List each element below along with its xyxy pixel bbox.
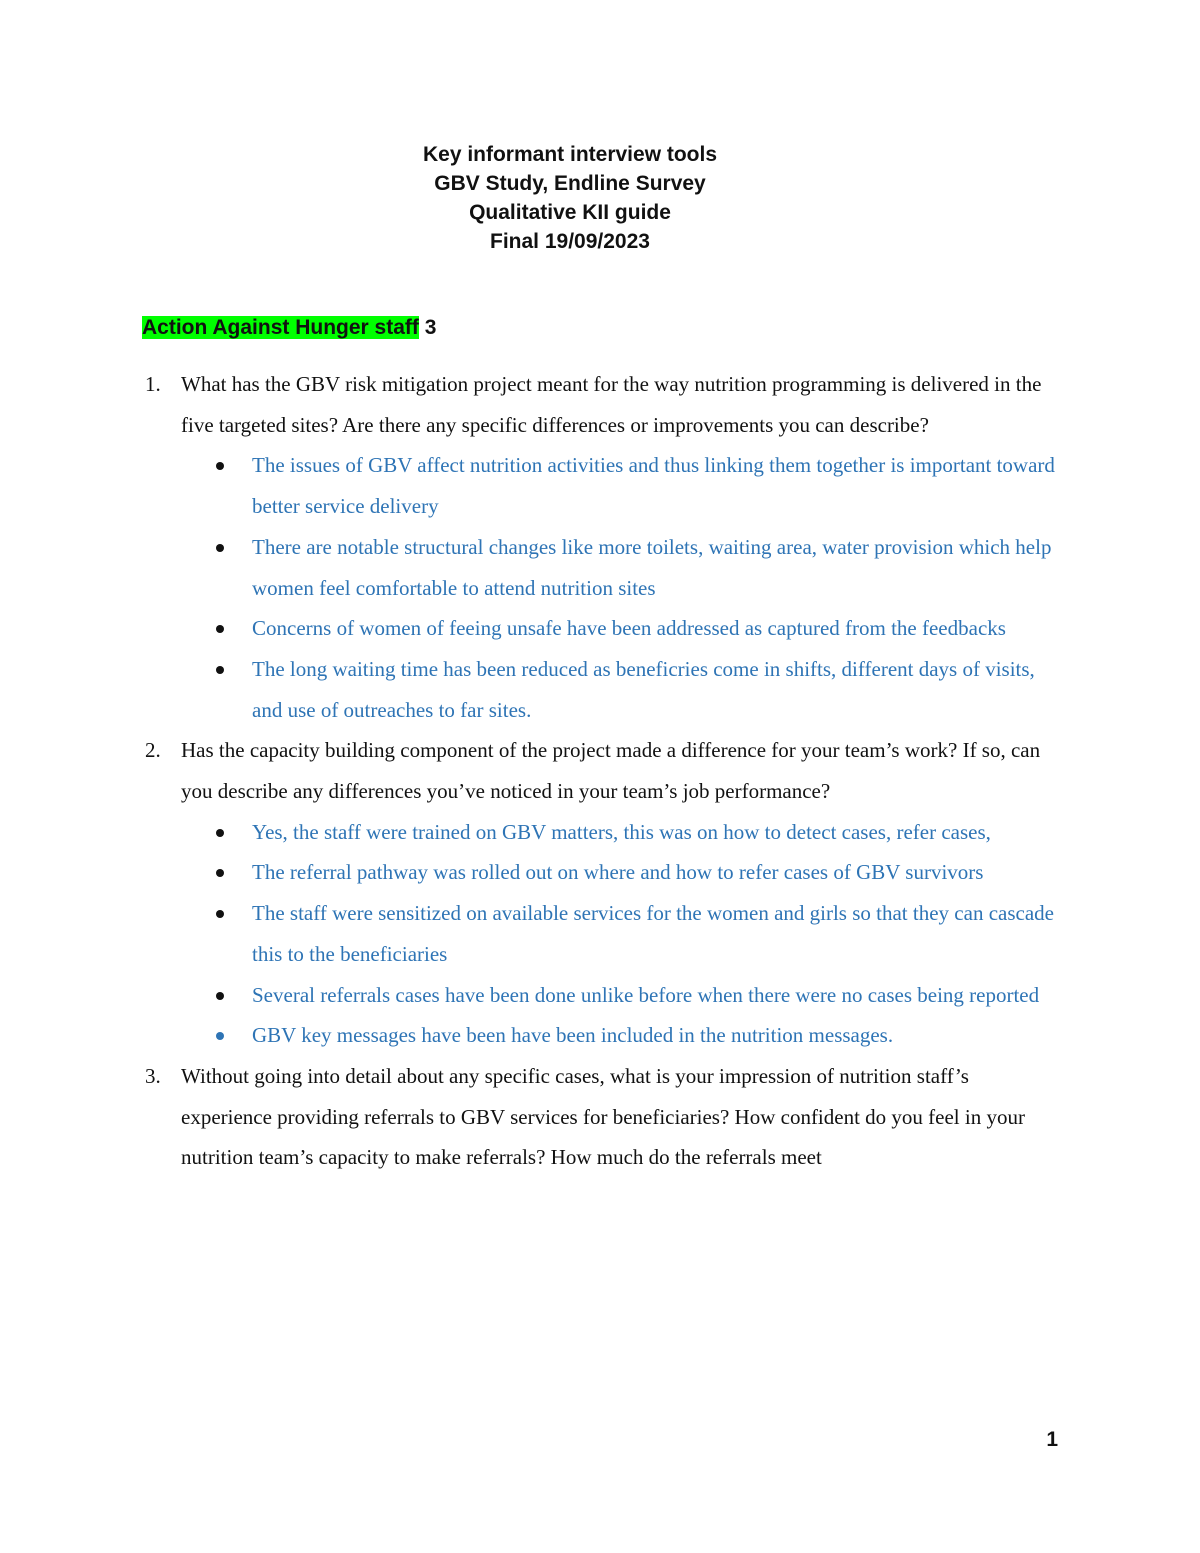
bullet-icon [216, 910, 224, 918]
header-guide: Qualitative KII guide [469, 201, 671, 224]
answer-text: The long waiting time has been reduced as beneficries come in shifts, different days of visits, and use of outreaches to far sites. [252, 656, 1035, 722]
answer-item [0, 852, 1062, 893]
bullet-icon [216, 544, 224, 552]
answer-text: The staff were sensitized on available services for the women and girls so that they can cascade this to the beneficiaries [252, 901, 1054, 966]
header-date: Final 19/09/2023 [490, 230, 650, 253]
bullet-icon [216, 829, 224, 837]
answer-text: Several referrals cases have been done unlike before when there were no cases being reported [252, 982, 1040, 1007]
question-2 [0, 730, 1061, 811]
bullet-icon [216, 625, 224, 633]
document-header [0, 140, 1140, 256]
question-text: Has the capacity building component of the project made a difference for your team’s work? If so, can you describe any differences you’ve noticed in your team’s job performance? [181, 738, 1041, 804]
header-study: GBV Study, Endline Survey [434, 172, 706, 195]
answer-item [0, 1015, 1062, 1056]
answer-text: The referral pathway was rolled out on where and how to refer cases of GBV survivors [252, 860, 984, 885]
section-title-highlight: Action Against Hunger staff [142, 316, 419, 339]
answer-item [0, 649, 1062, 730]
bullet-icon [216, 1032, 224, 1040]
answer-text: There are notable structural changes like more toilets, waiting area, water provision which help women feel comfortable to attend nutrition sites [252, 534, 1052, 600]
page-number: 1 [1046, 1428, 1058, 1451]
header-title: Key informant interview tools [422, 143, 718, 166]
bullet-icon [216, 992, 224, 1000]
answer-item [0, 608, 1062, 649]
answer-list-1 [0, 445, 1200, 730]
answer-text: The issues of GBV affect nutrition activities and thus linking them together is important toward better service delivery [252, 453, 1055, 519]
answer-item [0, 445, 1062, 526]
bullet-icon [216, 666, 224, 674]
answer-item [0, 812, 1062, 853]
section-title [142, 313, 436, 343]
question-number: 3. [145, 1063, 161, 1088]
answer-text: Concerns of women of feeing unsafe have been addressed as captured from the feedbacks [252, 616, 1006, 641]
answer-item [0, 893, 1062, 974]
question-text: What has the GBV risk mitigation project meant for the way nutrition programming is delivered in the five targeted sites? Are there any specific differences or improvements you can describe? [181, 372, 1042, 437]
answer-item [0, 527, 1062, 608]
answer-list-2 [0, 812, 1200, 1056]
bullet-icon [216, 462, 224, 470]
question-text: Without going into detail about any specific cases, what is your impression of nutrition staff’s experience providing referrals to GBV services for beneficiaries? How confident do you feel in your nutrition team’s capacity to make referrals? How much do the referrals meet [181, 1063, 1025, 1170]
question-list [0, 364, 1200, 1178]
question-number: 2. [145, 738, 161, 763]
bullet-icon [216, 869, 224, 877]
answer-text: Yes, the staff were trained on GBV matters, this was on how to detect cases, refer cases, [252, 819, 991, 844]
answer-text: GBV key messages have been have been included in the nutrition messages. [252, 1023, 894, 1048]
question-1 [0, 364, 1061, 445]
question-3 [0, 1056, 1061, 1178]
answer-item [0, 975, 1062, 1016]
question-number: 1. [145, 372, 161, 396]
section-title-suffix: 3 [418, 316, 437, 339]
